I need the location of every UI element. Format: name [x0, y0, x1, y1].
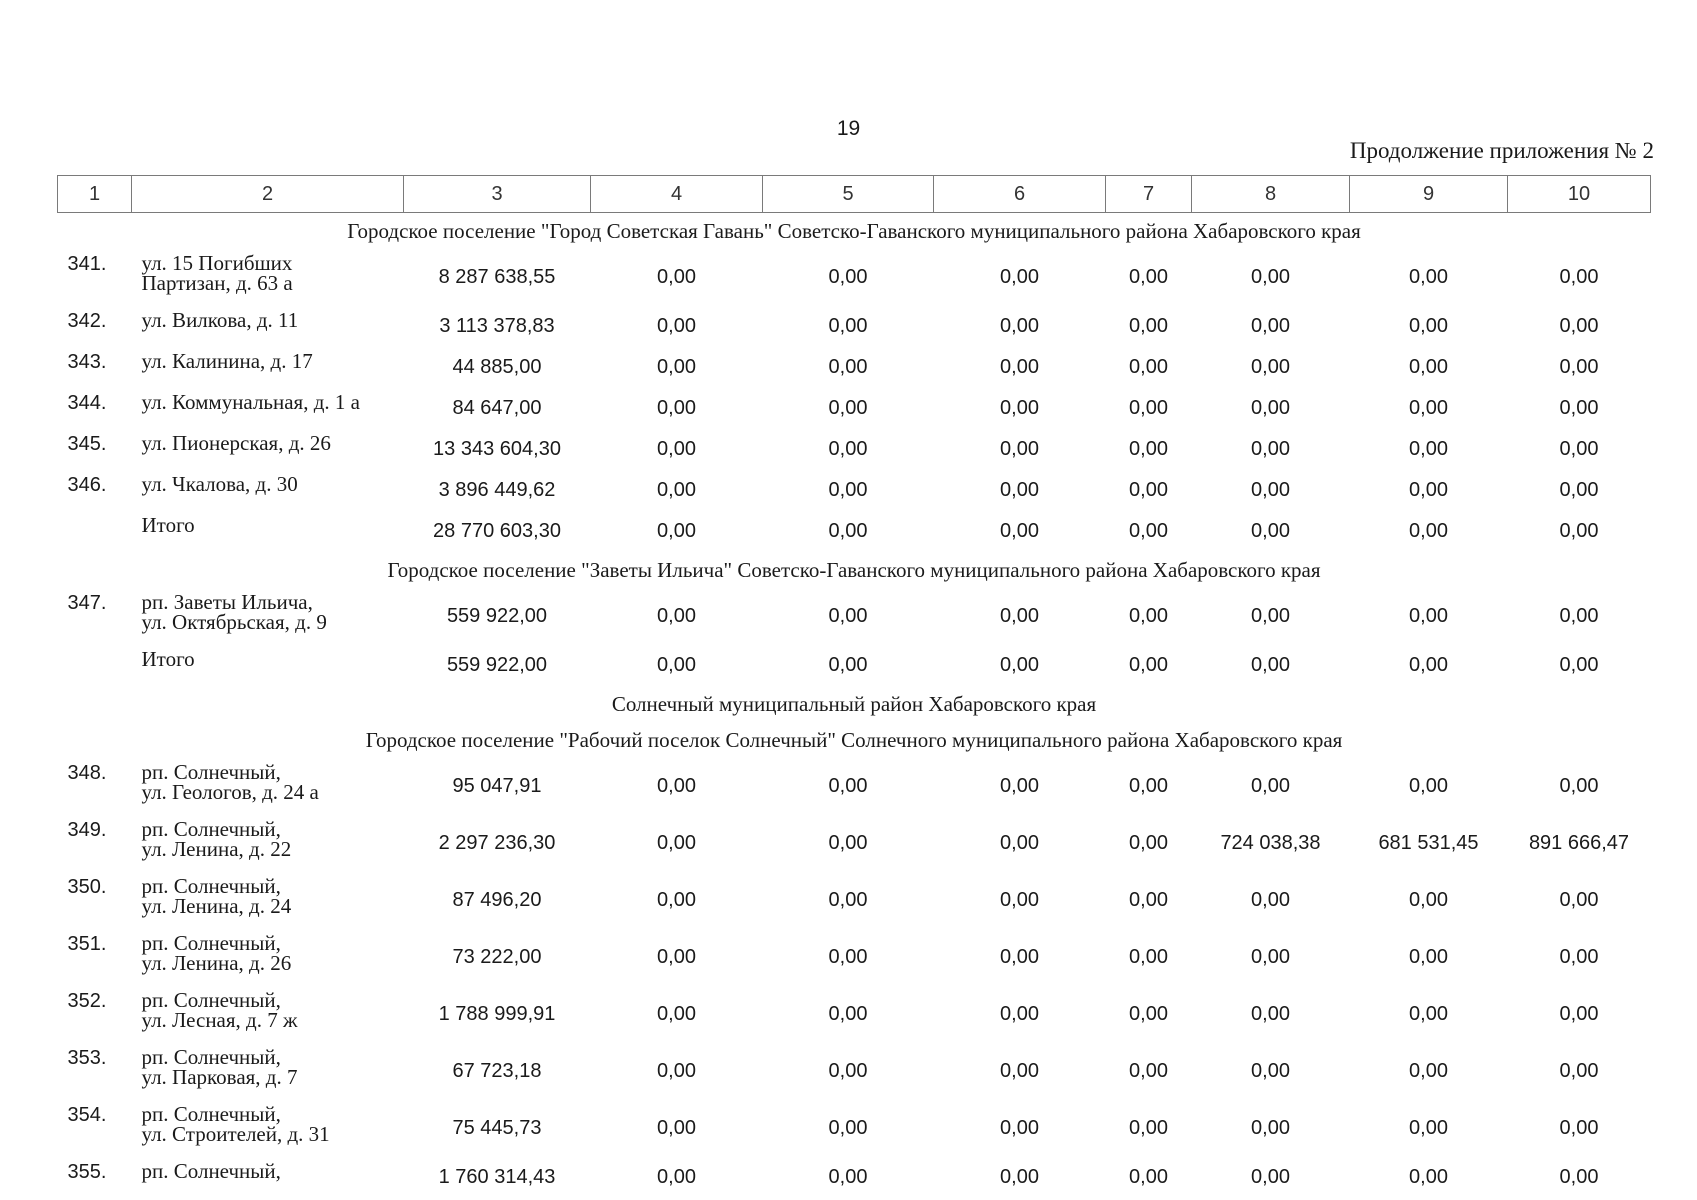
value-cell-col-3: 84 647,00 [452, 397, 542, 419]
value-cell-col-4: 0,00 [657, 1060, 696, 1082]
row-number: 350. [67, 876, 107, 898]
address-cell: ул. Пионерская, д. 26 [141, 431, 331, 455]
value-cell-col-4: 0,00 [657, 520, 696, 542]
value-cell-col-9: 0,00 [1409, 266, 1448, 288]
address-cell: ул. 15 Погибших Партизан, д. 63 а [141, 251, 293, 295]
row-number: 349. [67, 819, 107, 841]
value-cell-col-4: 0,00 [657, 1117, 696, 1139]
value-cell-col-8: 724 038,38 [1220, 832, 1321, 854]
value-cell-col-5: 0,00 [828, 654, 868, 676]
section-heading: Городское поселение "Рабочий поселок Солнечный" Солнечного муниципального района Хабаровского края [365, 727, 1343, 752]
address-cell: рп. Заветы Ильича, ул. Октябрьская, д. 9 [141, 590, 327, 634]
address-cell: рп. Солнечный, ул. Ленина, д. 26 [141, 931, 292, 975]
value-cell-col-4: 0,00 [657, 1003, 696, 1025]
value-cell-col-6: 0,00 [1000, 775, 1039, 797]
value-cell-col-9: 0,00 [1409, 654, 1448, 676]
value-cell-col-3: 75 445,73 [452, 1117, 542, 1139]
value-cell-col-7: 0,00 [1129, 1003, 1168, 1025]
value-cell-col-5: 0,00 [828, 775, 868, 797]
value-cell-col-7: 0,00 [1129, 1117, 1168, 1139]
column-header: 3 [404, 176, 591, 213]
value-cell-col-4: 0,00 [657, 889, 696, 911]
value-cell-col-10: 0,00 [1559, 1003, 1599, 1025]
value-cell-col-10: 0,00 [1559, 315, 1599, 337]
value-cell-col-9: 0,00 [1409, 1117, 1448, 1139]
value-cell-col-10: 0,00 [1559, 438, 1599, 460]
value-cell-col-3: 2 297 236,30 [438, 832, 556, 854]
value-cell-col-6: 0,00 [1000, 266, 1039, 288]
value-cell-col-8: 0,00 [1251, 479, 1290, 501]
value-cell-col-5: 0,00 [828, 889, 868, 911]
value-cell-col-9: 0,00 [1409, 1060, 1448, 1082]
value-cell-col-6: 0,00 [1000, 1166, 1039, 1188]
value-cell-col-3: 67 723,18 [452, 1060, 542, 1082]
value-cell-col-5: 0,00 [828, 1166, 868, 1188]
value-cell-col-6: 0,00 [1000, 397, 1039, 419]
value-cell-col-3: 559 922,00 [446, 605, 548, 627]
section-heading-row [58, 686, 1651, 722]
value-cell-col-5: 0,00 [828, 946, 868, 968]
address-cell: рп. Солнечный, ул. Строителей, д. 31 [141, 1102, 330, 1146]
row-number: 353. [67, 1047, 107, 1069]
row-number: 355. [67, 1161, 107, 1183]
table-row [58, 249, 1651, 306]
value-cell-col-10: 0,00 [1559, 266, 1599, 288]
value-cell-col-9: 0,00 [1409, 1166, 1448, 1188]
row-number: 347. [67, 592, 107, 614]
table-row [58, 588, 1651, 645]
value-cell-col-6: 0,00 [1000, 356, 1039, 378]
row-number: 354. [67, 1104, 107, 1126]
table-row [58, 758, 1651, 815]
value-cell-col-7: 0,00 [1129, 605, 1168, 627]
value-cell-col-7: 0,00 [1129, 654, 1168, 676]
value-cell-col-9: 0,00 [1409, 946, 1448, 968]
value-cell-col-8: 0,00 [1251, 654, 1290, 676]
value-cell-col-5: 0,00 [828, 397, 868, 419]
value-cell-col-6: 0,00 [1000, 1003, 1039, 1025]
value-cell-col-6: 0,00 [1000, 315, 1039, 337]
value-cell-col-3: 28 770 603,30 [433, 520, 561, 542]
value-cell-col-10: 891 666,47 [1528, 832, 1630, 854]
value-cell-col-4: 0,00 [657, 775, 696, 797]
value-cell-col-7: 0,00 [1129, 438, 1168, 460]
value-cell-col-3: 44 885,00 [452, 356, 542, 378]
value-cell-col-10: 0,00 [1559, 605, 1599, 627]
value-cell-col-7: 0,00 [1129, 356, 1168, 378]
address-cell: рп. Солнечный, ул. Лесная, д. 7 ж [141, 988, 298, 1032]
address-cell: ул. Вилкова, д. 11 [141, 308, 299, 332]
value-cell-col-7: 0,00 [1129, 266, 1168, 288]
value-cell-col-5: 0,00 [828, 832, 868, 854]
value-cell-col-5: 0,00 [828, 356, 868, 378]
value-cell-col-9: 0,00 [1409, 520, 1448, 542]
value-cell-col-10: 0,00 [1559, 1117, 1599, 1139]
address-cell: ул. Коммунальная, д. 1 а [141, 390, 360, 414]
row-number: 351. [67, 933, 107, 955]
section-heading: Солнечный муниципальный район Хабаровского края [611, 691, 1097, 716]
value-cell-col-10: 0,00 [1559, 397, 1599, 419]
value-cell-col-3: 3 113 378,83 [439, 315, 555, 337]
value-cell-col-7: 0,00 [1129, 775, 1168, 797]
column-number-header [58, 176, 1651, 213]
value-cell-col-7: 0,00 [1129, 397, 1168, 419]
value-cell-col-8: 0,00 [1251, 1117, 1290, 1139]
value-cell-col-6: 0,00 [1000, 832, 1039, 854]
value-cell-col-3: 95 047,91 [452, 775, 542, 797]
value-cell-col-7: 0,00 [1129, 889, 1168, 911]
appendix-table [57, 175, 1651, 1198]
table-row [58, 1043, 1651, 1100]
table-row [58, 872, 1651, 929]
value-cell-col-4: 0,00 [657, 605, 696, 627]
value-cell-col-4: 0,00 [657, 654, 696, 676]
value-cell-col-8: 0,00 [1251, 315, 1290, 337]
value-cell-col-4: 0,00 [657, 946, 696, 968]
value-cell-col-4: 0,00 [657, 438, 696, 460]
row-number [58, 645, 132, 686]
column-header: 9 [1350, 176, 1508, 213]
value-cell-col-6: 0,00 [1000, 1117, 1039, 1139]
value-cell-col-7: 0,00 [1129, 832, 1168, 854]
column-header: 7 [1106, 176, 1192, 213]
table-row [58, 470, 1651, 511]
column-header: 1 [58, 176, 132, 213]
value-cell-col-3: 3 896 449,62 [438, 479, 556, 501]
value-cell-col-7: 0,00 [1129, 946, 1168, 968]
value-cell-col-9: 681 531,45 [1378, 832, 1479, 854]
value-cell-col-8: 0,00 [1251, 605, 1290, 627]
value-cell-col-10: 0,00 [1559, 479, 1599, 501]
value-cell-col-8: 0,00 [1251, 1060, 1290, 1082]
section-heading-row [58, 552, 1651, 588]
address-cell: рп. Солнечный, ул. Парковая, д. 7 [141, 1045, 298, 1089]
row-number: 343. [67, 351, 107, 373]
value-cell-col-3: 73 222,00 [452, 946, 542, 968]
column-header: 6 [934, 176, 1106, 213]
address-cell: рп. Солнечный, [141, 1159, 281, 1183]
table-row [58, 815, 1651, 872]
row-number: 348. [67, 762, 107, 784]
address-cell: рп. Солнечный, ул. Геологов, д. 24 а [141, 760, 319, 804]
value-cell-col-6: 0,00 [1000, 438, 1039, 460]
value-cell-col-7: 0,00 [1129, 315, 1168, 337]
value-cell-col-10: 0,00 [1559, 1166, 1599, 1188]
value-cell-col-10: 0,00 [1559, 946, 1599, 968]
value-cell-col-8: 0,00 [1251, 356, 1290, 378]
table-row [58, 306, 1651, 347]
table-row [58, 929, 1651, 986]
value-cell-col-5: 0,00 [828, 1060, 868, 1082]
value-cell-col-9: 0,00 [1409, 775, 1448, 797]
value-cell-col-3: 13 343 604,30 [433, 438, 561, 460]
value-cell-col-5: 0,00 [828, 438, 868, 460]
value-cell-col-8: 0,00 [1251, 946, 1290, 968]
total-label: Итого [141, 647, 195, 671]
value-cell-col-3: 559 922,00 [446, 654, 548, 676]
value-cell-col-9: 0,00 [1409, 397, 1448, 419]
value-cell-col-6: 0,00 [1000, 889, 1039, 911]
value-cell-col-8: 0,00 [1251, 889, 1290, 911]
column-header: 10 [1508, 176, 1651, 213]
total-label: Итого [141, 513, 195, 537]
table-row [58, 1157, 1651, 1198]
value-cell-col-3: 8 287 638,55 [438, 266, 556, 288]
value-cell-col-7: 0,00 [1129, 1060, 1168, 1082]
value-cell-col-9: 0,00 [1409, 356, 1448, 378]
row-number: 342. [67, 310, 107, 332]
table-row [58, 347, 1651, 388]
value-cell-col-3: 1 760 314,43 [438, 1166, 556, 1188]
value-cell-col-6: 0,00 [1000, 1060, 1039, 1082]
value-cell-col-10: 0,00 [1559, 775, 1599, 797]
value-cell-col-5: 0,00 [828, 266, 868, 288]
row-number: 344. [67, 392, 107, 414]
value-cell-col-10: 0,00 [1559, 654, 1599, 676]
value-cell-col-5: 0,00 [828, 315, 868, 337]
total-row [58, 645, 1651, 686]
column-header: 5 [763, 176, 934, 213]
value-cell-col-9: 0,00 [1409, 438, 1448, 460]
value-cell-col-9: 0,00 [1409, 479, 1448, 501]
table-row [58, 388, 1651, 429]
value-cell-col-9: 0,00 [1409, 1003, 1448, 1025]
value-cell-col-7: 0,00 [1129, 479, 1168, 501]
header-row [58, 176, 1651, 213]
value-cell-col-6: 0,00 [1000, 479, 1039, 501]
value-cell-col-10: 0,00 [1559, 1060, 1599, 1082]
value-cell-col-5: 0,00 [828, 1003, 868, 1025]
value-cell-col-9: 0,00 [1409, 889, 1448, 911]
column-header: 2 [132, 176, 404, 213]
value-cell-col-10: 0,00 [1559, 889, 1599, 911]
value-cell-col-8: 0,00 [1251, 438, 1290, 460]
section-heading: Городское поселение "Заветы Ильича" Советско-Гаванского муниципального района Хабаровского края [387, 557, 1321, 582]
value-cell-col-4: 0,00 [657, 832, 696, 854]
value-cell-col-8: 0,00 [1251, 775, 1290, 797]
value-cell-col-8: 0,00 [1251, 397, 1290, 419]
value-cell-col-10: 0,00 [1559, 520, 1599, 542]
address-cell: рп. Солнечный, ул. Ленина, д. 24 [141, 874, 292, 918]
value-cell-col-4: 0,00 [657, 266, 696, 288]
value-cell-col-7: 0,00 [1129, 520, 1168, 542]
row-number: 346. [67, 474, 107, 496]
value-cell-col-4: 0,00 [657, 1166, 696, 1188]
value-cell-col-5: 0,00 [828, 479, 868, 501]
table-row [58, 429, 1651, 470]
value-cell-col-8: 0,00 [1251, 520, 1290, 542]
address-cell: ул. Калинина, д. 17 [141, 349, 313, 373]
column-header: 8 [1192, 176, 1350, 213]
value-cell-col-8: 0,00 [1251, 1166, 1290, 1188]
table-body [58, 213, 1651, 1199]
table-row [58, 986, 1651, 1043]
value-cell-col-10: 0,00 [1559, 356, 1599, 378]
value-cell-col-6: 0,00 [1000, 946, 1039, 968]
total-row [58, 511, 1651, 552]
value-cell-col-5: 0,00 [828, 605, 868, 627]
appendix-continuation-note: Продолжение приложения № 2 [1349, 138, 1654, 163]
value-cell-col-4: 0,00 [657, 356, 696, 378]
value-cell-col-3: 87 496,20 [452, 889, 542, 911]
table-row [58, 1100, 1651, 1157]
row-number: 345. [67, 433, 107, 455]
value-cell-col-8: 0,00 [1251, 1003, 1290, 1025]
value-cell-col-6: 0,00 [1000, 654, 1039, 676]
value-cell-col-4: 0,00 [657, 315, 696, 337]
section-heading: Городское поселение "Город Советская Гавань" Советско-Гаванского муниципального района Хабаровского края [347, 218, 1361, 243]
address-cell: ул. Чкалова, д. 30 [141, 472, 298, 496]
value-cell-col-7: 0,00 [1129, 1166, 1168, 1188]
value-cell-col-6: 0,00 [1000, 520, 1039, 542]
value-cell-col-4: 0,00 [657, 397, 696, 419]
value-cell-col-5: 0,00 [828, 520, 868, 542]
value-cell-col-9: 0,00 [1409, 315, 1448, 337]
address-cell: рп. Солнечный, ул. Ленина, д. 22 [141, 817, 292, 861]
section-heading-row [58, 722, 1651, 758]
section-heading-row [58, 213, 1651, 250]
page-number: 19 [836, 117, 861, 140]
row-number: 341. [67, 253, 107, 275]
row-number [58, 511, 132, 552]
column-header: 4 [591, 176, 763, 213]
value-cell-col-6: 0,00 [1000, 605, 1039, 627]
value-cell-col-8: 0,00 [1251, 266, 1290, 288]
row-number: 352. [67, 990, 107, 1012]
value-cell-col-9: 0,00 [1409, 605, 1448, 627]
value-cell-col-3: 1 788 999,91 [438, 1003, 556, 1025]
value-cell-col-5: 0,00 [828, 1117, 868, 1139]
value-cell-col-4: 0,00 [657, 479, 696, 501]
